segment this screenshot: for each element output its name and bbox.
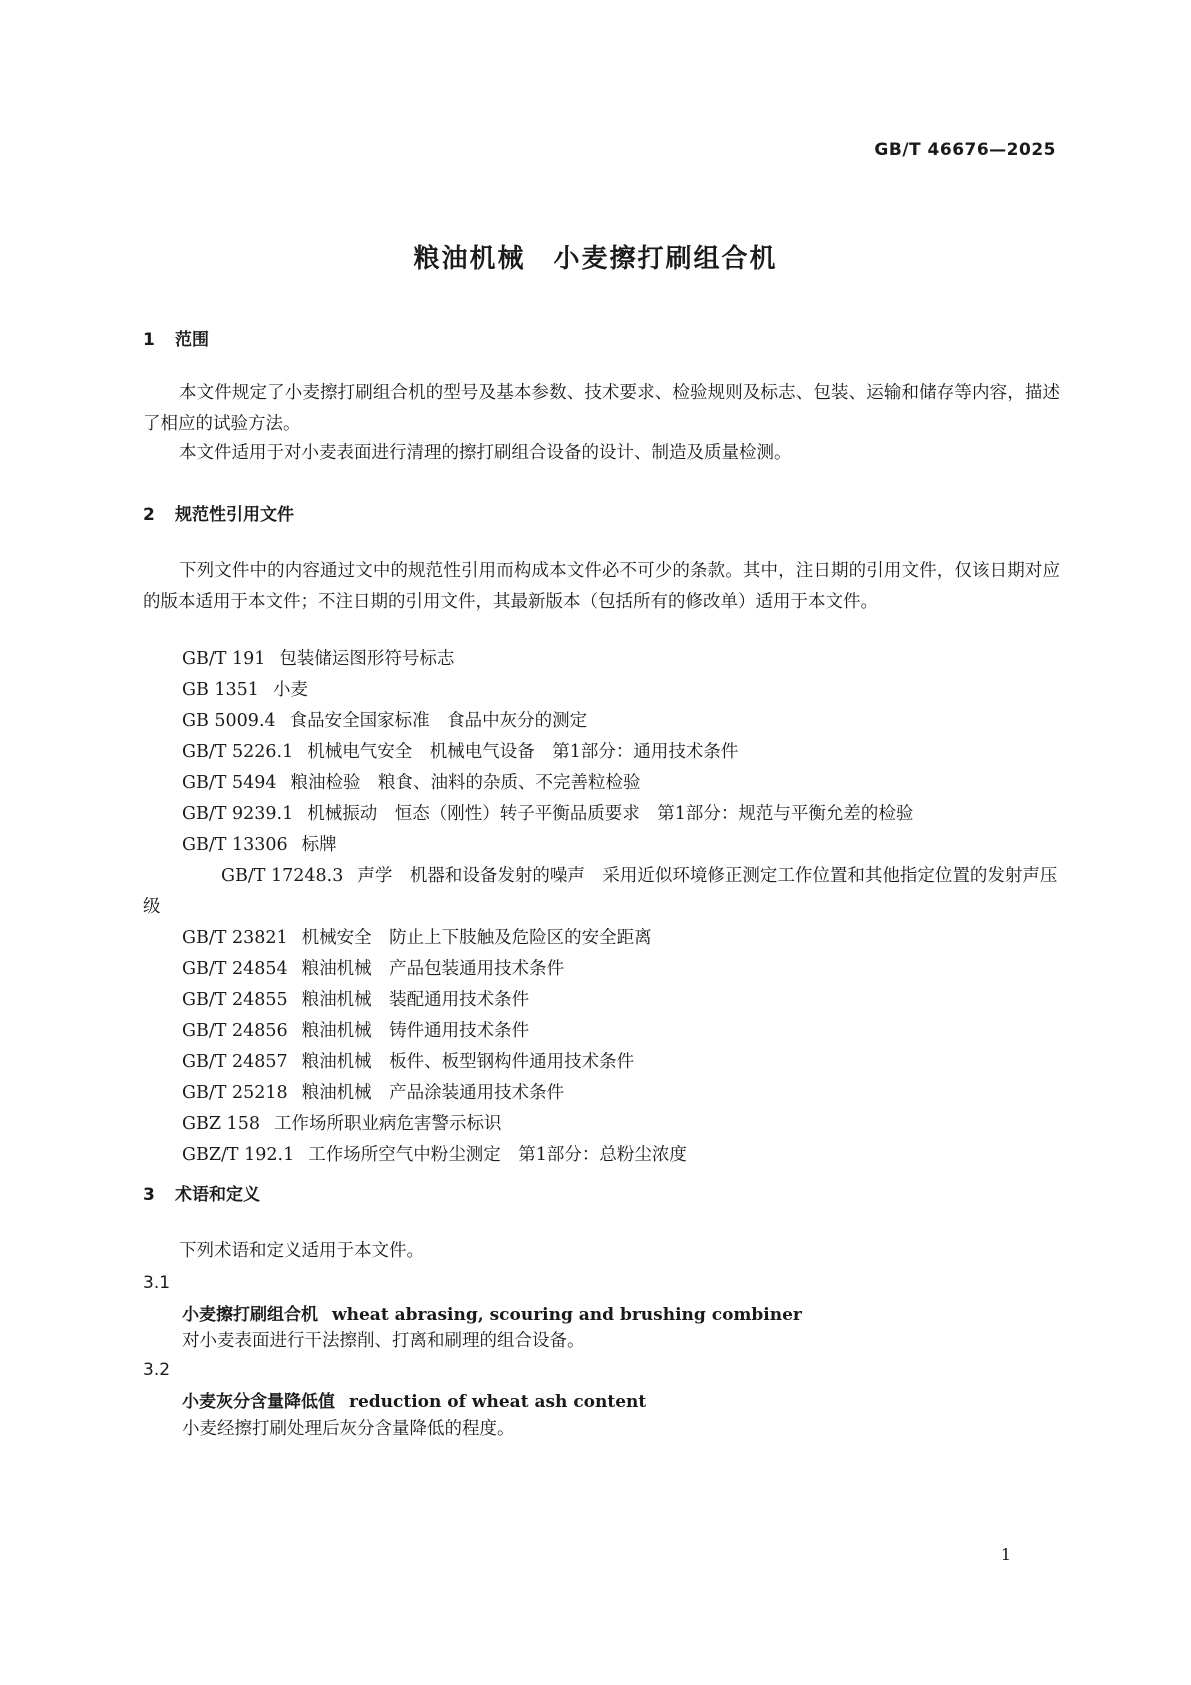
reference-title: 粮油机械 产品包装通用技术条件 (301, 959, 565, 979)
reference-item (143, 830, 1060, 861)
term-chinese: 小麦擦打刷组合机 (182, 1305, 318, 1325)
term-english: wheat abrasing, scouring and brushing combiner (332, 1305, 802, 1325)
section-3-heading (143, 1180, 260, 1205)
reference-code: GB 5009.4 (182, 711, 276, 731)
section-number: 2 (143, 505, 155, 525)
reference-item (143, 675, 1060, 706)
reference-item (143, 1016, 1060, 1047)
reference-item (143, 799, 1060, 830)
reference-title: 食品安全国家标准 食品中灰分的测定 (289, 711, 588, 731)
reference-code: GB/T 24856 (182, 1021, 288, 1041)
reference-item (143, 1109, 1060, 1140)
reference-title: 工作场所空气中粉尘测定 第1部分：总粉尘浓度 (308, 1145, 687, 1165)
section-number: 1 (143, 330, 155, 350)
reference-item (143, 706, 1060, 737)
reference-item (143, 737, 1060, 768)
reference-title: 机械电气安全 机械电气设备 第1部分：通用技术条件 (307, 742, 739, 762)
section-title: 术语和定义 (175, 1185, 260, 1205)
reference-code: GB/T 9239.1 (182, 804, 294, 824)
reference-code: GB/T 5494 (182, 773, 277, 793)
reference-code: GB/T 191 (182, 649, 266, 669)
section-number: 3 (143, 1185, 155, 1205)
reference-item (143, 1047, 1060, 1078)
reference-code: GBZ 158 (182, 1114, 260, 1134)
terms-intro: 下列术语和定义适用于本文件。 (179, 1241, 424, 1261)
reference-title: 标牌 (301, 835, 337, 855)
reference-code: GB/T 23821 (182, 928, 288, 948)
term-entry (182, 1300, 802, 1325)
reference-title: 工作场所职业病危害警示标识 (273, 1114, 502, 1134)
reference-code: GB/T 24857 (182, 1052, 288, 1072)
term-definition: 对小麦表面进行干法擦削、打离和刷理的组合设备。 (182, 1331, 585, 1351)
reference-title: 粮油机械 产品涂装通用技术条件 (301, 1083, 565, 1103)
reference-code: GB/T 25218 (182, 1083, 288, 1103)
reference-item (143, 644, 1060, 675)
term-entry (182, 1387, 646, 1412)
document-title: 粮油机械 小麦擦打刷组合机 (413, 244, 778, 274)
reference-code: GBZ/T 192.1 (182, 1145, 295, 1165)
reference-title: 粮油机械 铸件通用技术条件 (301, 1021, 530, 1041)
reference-code: GB/T 5226.1 (182, 742, 294, 762)
reference-code: GB/T 13306 (182, 835, 288, 855)
reference-list (143, 644, 1060, 1171)
reference-code: GB/T 24855 (182, 990, 288, 1010)
reference-title: 小麦 (272, 680, 308, 700)
standard-number: GB/T 46676—2025 (874, 140, 1056, 160)
section-title: 范围 (175, 330, 209, 350)
reference-title: 粮油机械 板件、板型钢构件通用技术条件 (301, 1052, 635, 1072)
reference-title: 粮油检验 粮食、油料的杂质、不完善粒检验 (290, 773, 641, 793)
section-title: 规范性引用文件 (175, 505, 294, 525)
reference-item (143, 768, 1060, 799)
reference-item (143, 861, 1060, 923)
page-number: 1 (1000, 1545, 1011, 1564)
reference-code: GB/T 24854 (182, 959, 288, 979)
reference-item (143, 1140, 1060, 1171)
term-english: reduction of wheat ash content (349, 1392, 647, 1412)
reference-title: 包装储运图形符号标志 (279, 649, 455, 669)
term-number: 3.1 (143, 1273, 171, 1293)
reference-title: 机械振动 恒态（刚性）转子平衡品质要求 第1部分：规范与平衡允差的检验 (307, 804, 914, 824)
section-2-heading (143, 500, 294, 525)
term-chinese: 小麦灰分含量降低值 (182, 1392, 335, 1412)
scope-paragraph-2: 本文件适用于对小麦表面进行清理的擦打刷组合设备的设计、制造及质量检测。 (179, 443, 792, 463)
scope-paragraph-1: 本文件规定了小麦擦打刷组合机的型号及基本参数、技术要求、检验规则及标志、包装、运输和储存等内容，描述了相应的试验方法。 (143, 383, 1060, 434)
term-definition: 小麦经擦打刷处理后灰分含量降低的程度。 (182, 1419, 515, 1439)
normative-references-intro: 下列文件中的内容通过文中的规范性引用而构成本文件必不可少的条款。其中，注日期的引用文件，仅该日期对应的版本适用于本文件；不注日期的引用文件，其最新版本（包括所有的修改单）适用于本文件。 (143, 561, 1060, 612)
reference-code: GB/T 17248.3 (221, 866, 344, 886)
reference-item (143, 923, 1060, 954)
term-number: 3.2 (143, 1360, 171, 1380)
section-1-heading (143, 325, 209, 350)
reference-title: 声学 机器和设备发射的噪声 采用近似环境修正测定工作位置和其他指定位置的发射声压级 (143, 866, 1058, 917)
reference-code: GB 1351 (182, 680, 259, 700)
reference-item (143, 954, 1060, 985)
reference-item (143, 985, 1060, 1016)
reference-title: 机械安全 防止上下肢触及危险区的安全距离 (301, 928, 652, 948)
reference-title: 粮油机械 装配通用技术条件 (301, 990, 530, 1010)
reference-item (143, 1078, 1060, 1109)
